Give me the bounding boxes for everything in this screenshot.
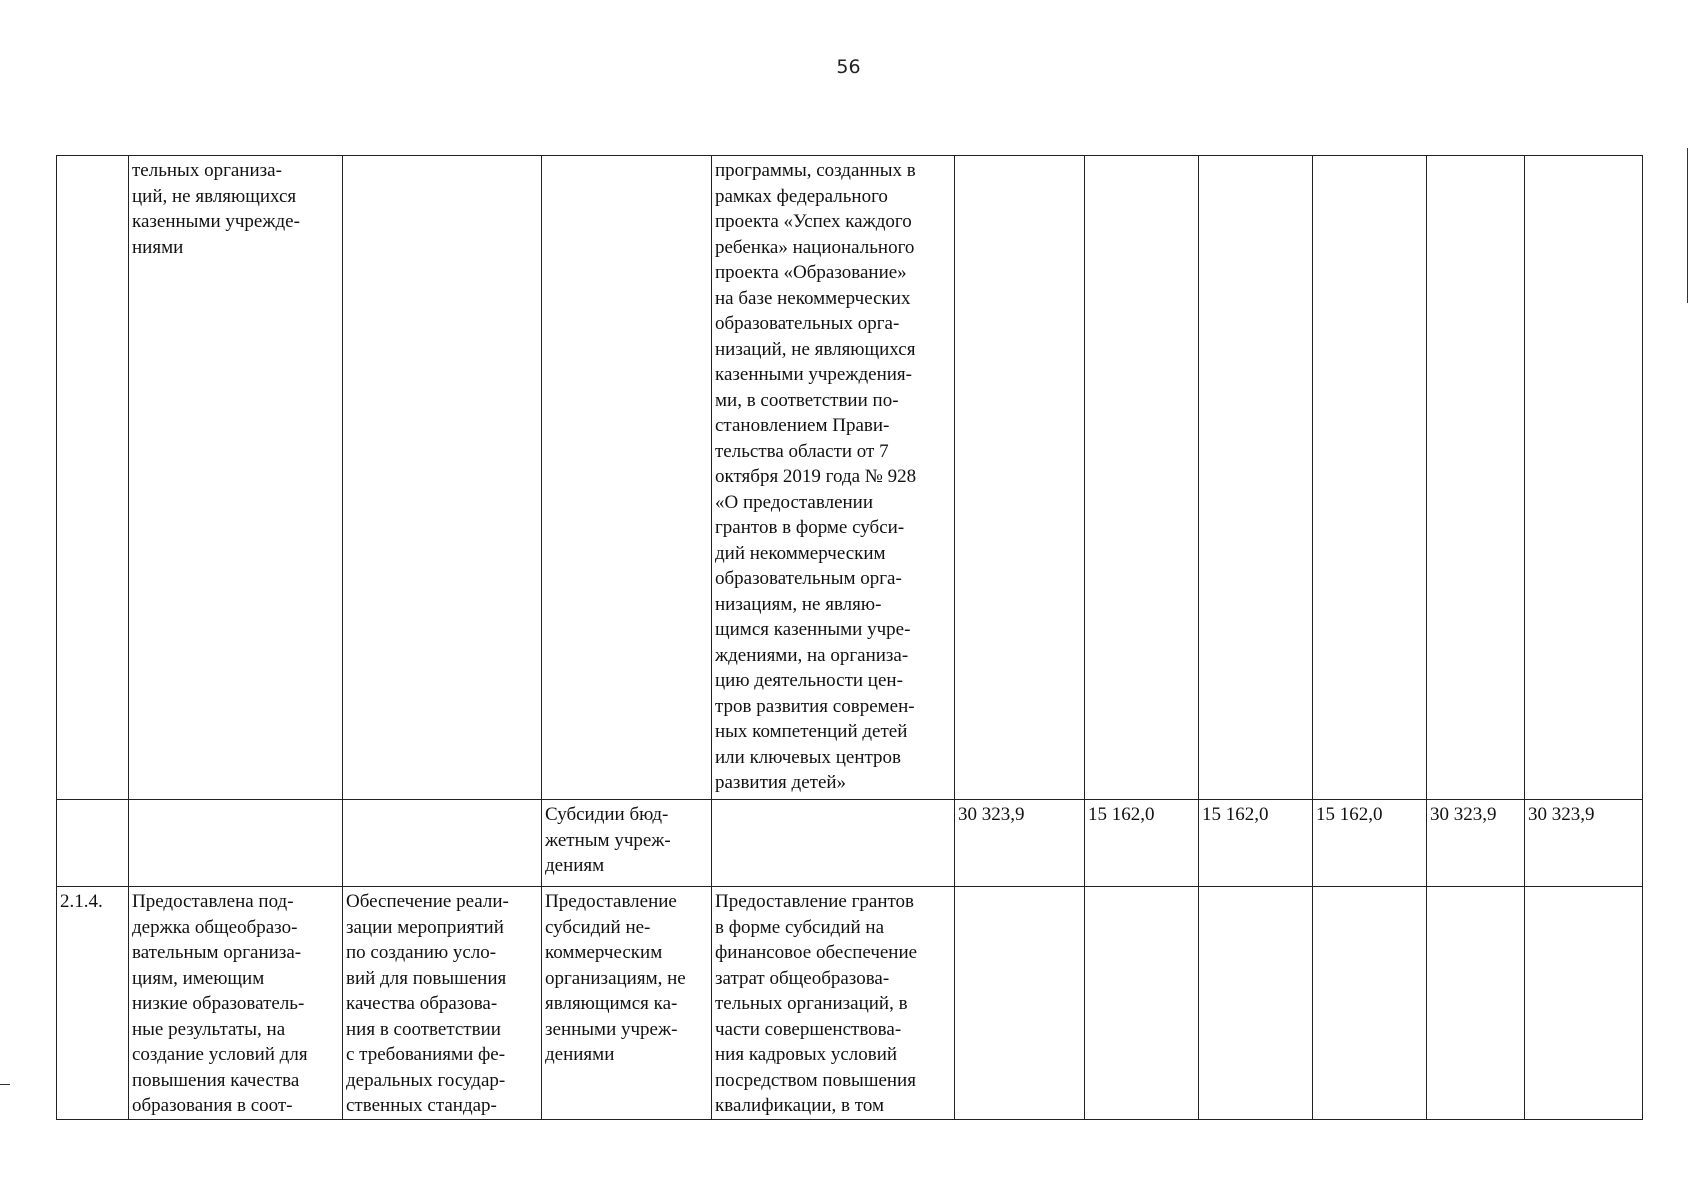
- cell-value: [1085, 887, 1199, 1120]
- budget-table: [56, 155, 1643, 1120]
- cell-value: [1525, 887, 1643, 1120]
- cell-value: [955, 887, 1085, 1120]
- cell-result: [129, 800, 343, 887]
- cell-measure: [343, 156, 542, 800]
- cell-value: [1199, 156, 1313, 800]
- cell-value: 30 323,9: [955, 800, 1085, 887]
- table-row-continuation: [57, 156, 1643, 800]
- cell-value: [1427, 887, 1525, 1120]
- page-number: 56: [836, 56, 861, 78]
- right-edge-mark: [1687, 148, 1688, 303]
- cell-value: 30 323,9: [1427, 800, 1525, 887]
- cell-result: Предоставлена под- держка общеобразо- вательным организа- циям, имеющим низкие образователь- ные результаты, на создание условий для повышения качества образования в соот-: [129, 887, 343, 1120]
- margin-mark: [0, 1084, 10, 1085]
- cell-type: Субсидии бюд- жетным учреж- дениям: [542, 800, 712, 887]
- cell-number: [57, 800, 129, 887]
- cell-number: 2.1.4.: [57, 887, 129, 1120]
- cell-description: Предоставление грантов в форме субсидий на финансовое обеспечение затрат общеобразова- тельных организаций, в части совершенствова- ния кадровых условий посредством повышения квалификации, в том: [712, 887, 955, 1120]
- cell-measure: [343, 800, 542, 887]
- cell-value: [1085, 156, 1199, 800]
- cell-value: [955, 156, 1085, 800]
- table-row-subsidy: [57, 800, 1643, 887]
- cell-description: [712, 800, 955, 887]
- cell-value: 15 162,0: [1085, 800, 1199, 887]
- cell-value: [1525, 156, 1643, 800]
- cell-result: тельных организа- ций, не являющихся казенными учрежде- ниями: [129, 156, 343, 800]
- cell-value: 15 162,0: [1199, 800, 1313, 887]
- cell-description: программы, созданных в рамках федерального проекта «Успех каждого ребенка» национального проекта «Образование» на базе некоммерческих образовательных орга- низаций, не являющихся казенными учреждения- ми, в соответствии по- становлением Прави- тельства области от 7 октября 2019 года № 928 «О предоставлении грантов в форме субси- дий некоммерческим образовательным орга- низациям, не являю- щимся казенными учре- ждениями, на организа- цию деятельности цен- тров развития современ- ных компетенций детей или ключевых центров развития детей»: [712, 156, 955, 800]
- cell-type: [542, 156, 712, 800]
- cell-measure: Обеспечение реали- зации мероприятий по созданию усло- вий для повышения качества образова- ния в соответствии с требованиями фе- деральных государ- ственных стандар-: [343, 887, 542, 1120]
- cell-value: [1313, 887, 1427, 1120]
- cell-value: [1427, 156, 1525, 800]
- cell-value: [1199, 887, 1313, 1120]
- cell-type: Предоставление субсидий не- коммерческим организациям, не являющимся ка- зенными учреж- дениями: [542, 887, 712, 1120]
- cell-value: [1313, 156, 1427, 800]
- cell-value: 30 323,9: [1525, 800, 1643, 887]
- cell-number: [57, 156, 129, 800]
- table-row-2-1-4: [57, 887, 1643, 1120]
- cell-value: 15 162,0: [1313, 800, 1427, 887]
